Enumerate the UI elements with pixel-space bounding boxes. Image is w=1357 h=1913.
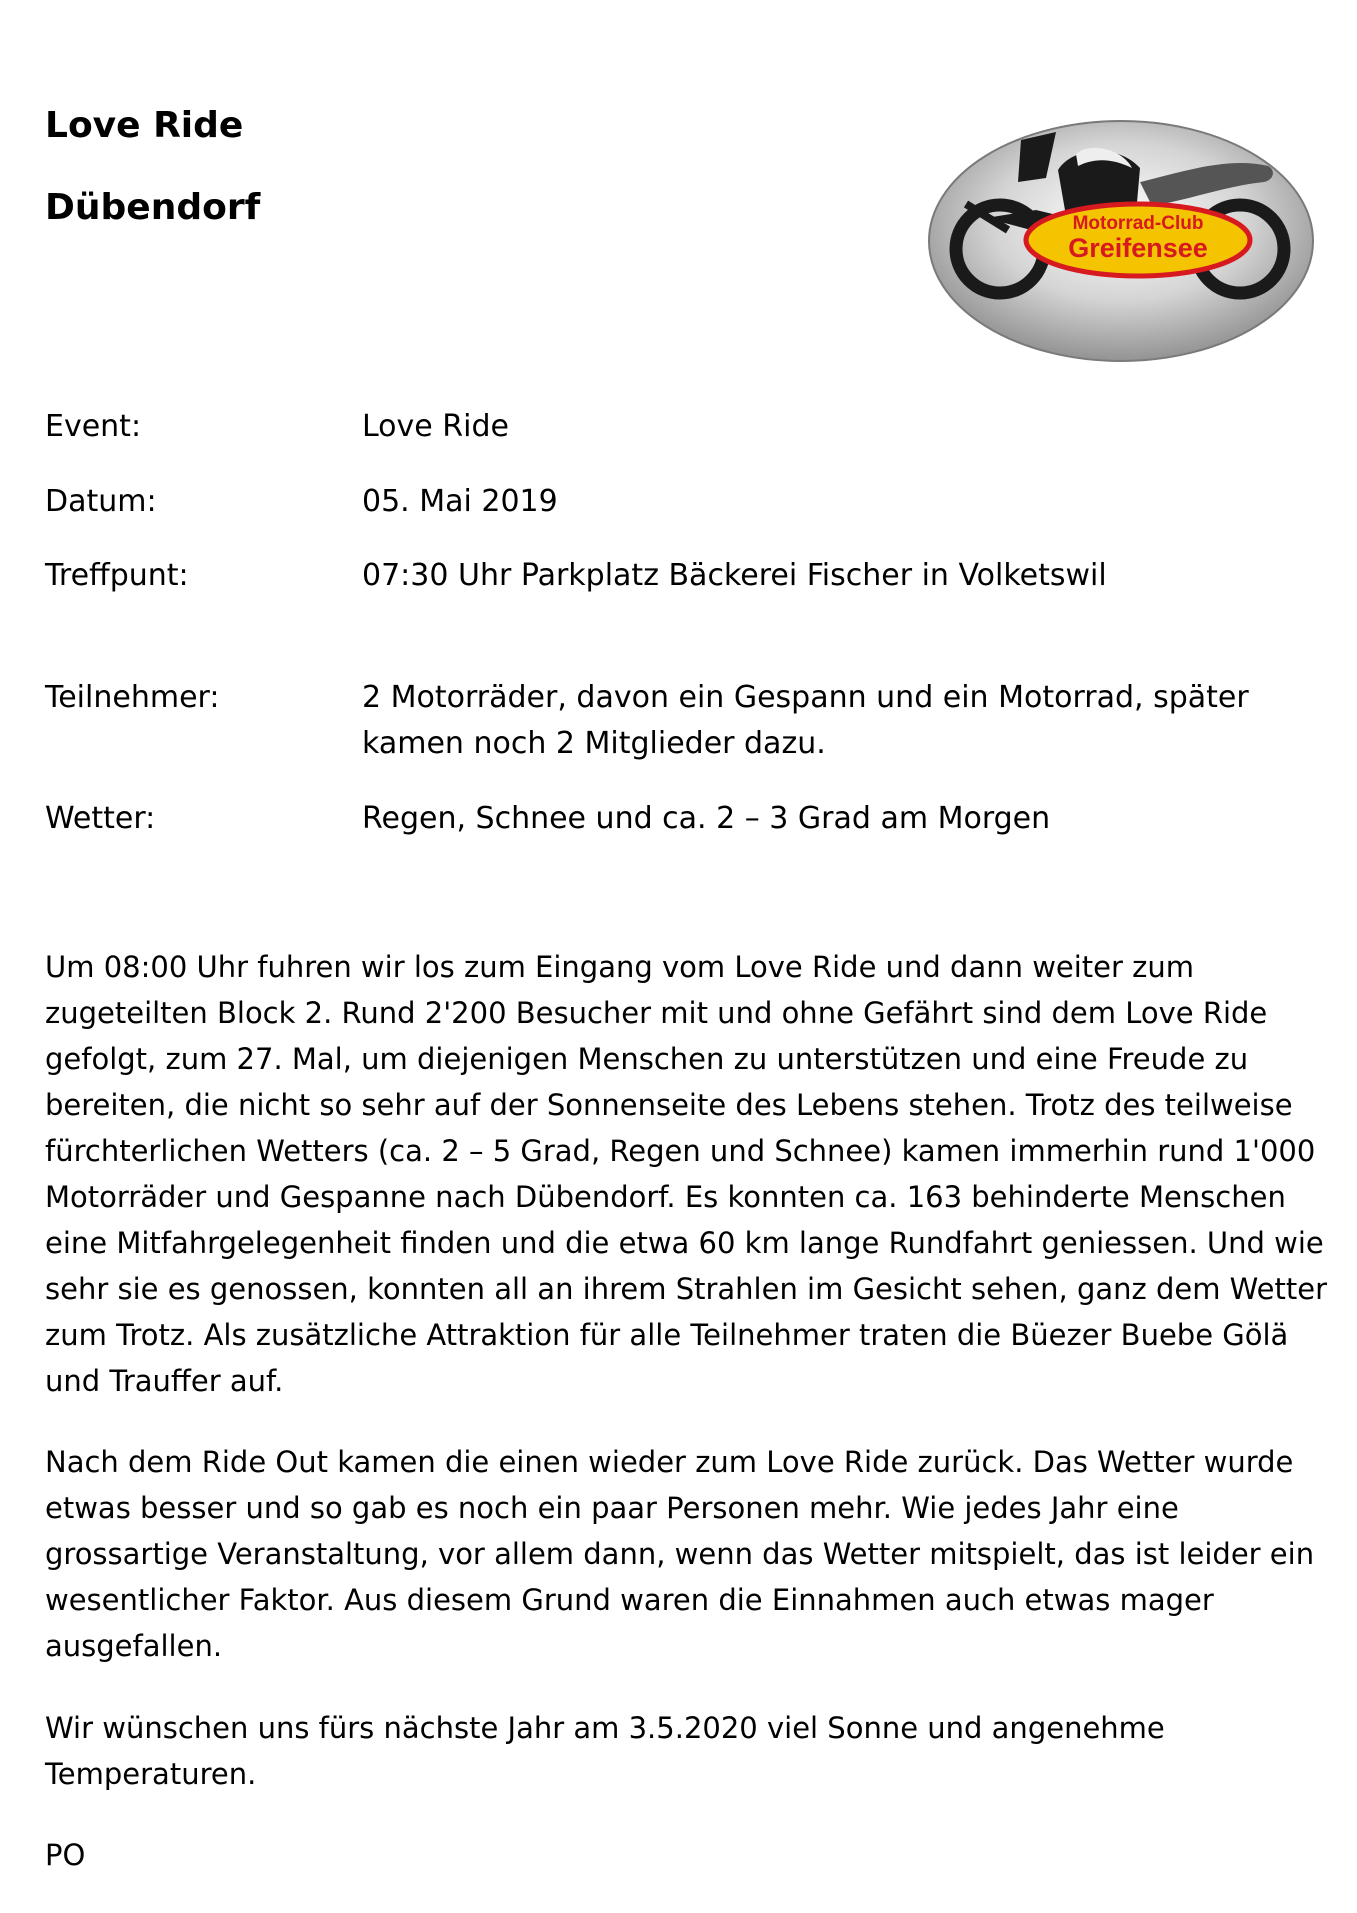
paragraph-text: Wir wünschen uns fürs nächste Jahr am 3.5.2020 viel Sonne und angenehme Temperaturen. — [45, 1711, 1165, 1791]
club-logo — [926, 118, 1316, 364]
logo-text-line-1: Motorrad-Club — [1072, 213, 1204, 234]
info-label: Wetter: — [45, 801, 156, 836]
info-label: Event: — [45, 409, 142, 444]
document-title: Love Ride — [45, 105, 244, 146]
paragraph-text: Nach dem Ride Out kamen die einen wieder zum Love Ride zurück. Das Wetter wurde etwas besser und so gab es noch ein paar Personen mehr. Wie jedes Jahr eine grossartige Veranstaltung, vor allem dann, wenn das Wetter mitspielt, das ist leider ein wesentlicher Faktor. Aus diesem Grund waren die Einnahmen auch etwas mager ausgefallen. — [45, 1445, 1315, 1663]
info-value: Love Ride — [362, 409, 509, 444]
report-paragraph — [45, 1439, 1330, 1669]
info-value: 05. Mai 2019 — [362, 484, 558, 519]
report-paragraph — [45, 944, 1330, 1404]
document-location: Dübendorf — [45, 187, 261, 228]
info-label: Treffpunt: — [45, 558, 189, 593]
info-value: 2 Motorräder, davon ein Gespann und ein Motorrad, später kamen noch 2 Mitglieder dazu. — [362, 680, 1249, 761]
club-badge — [1026, 204, 1250, 276]
paragraph-text: Um 08:00 Uhr fuhren wir los zum Eingang vom Love Ride und dann weiter zum zugeteilten Block 2. Rund 2'200 Besucher mit und ohne Gefährt sind dem Love Ride gefolgt, zum 27. Mal, um diejenigen Menschen zu unterstützen und eine Freude zu bereiten, die nicht so sehr auf der Sonnenseite des Lebens stehen. Trotz des teilweise fürchterlichen Wetters (ca. 2 – 5 Grad, Regen und Schnee) kamen immerhin rund 1'000 Motorräder und Gespanne nach Dübendorf. Es konnten ca. 163 behinderte Menschen eine Mitfahrgelegenheit finden und die etwa 60 km lange Rundfahrt geniessen. Und wie sehr sie es genossen, konnten all an ihrem Strahlen im Gesicht sehen, ganz dem Wetter zum Trotz. Als zusätzliche Attraktion für alle Teilnehmer traten die Büezer Buebe Gölä und Trauffer auf. — [45, 950, 1327, 1398]
signature: PO — [45, 1838, 86, 1872]
info-value: Regen, Schnee und ca. 2 – 3 Grad am Morgen — [362, 801, 1051, 836]
info-label: Teilnehmer: — [45, 680, 220, 715]
info-label: Datum: — [45, 484, 157, 519]
logo-text-line-2: Greifensee — [1068, 233, 1208, 263]
report-paragraph — [45, 1705, 1330, 1797]
info-value: 07:30 Uhr Parkplatz Bäckerei Fischer in Volketswil — [362, 558, 1107, 593]
